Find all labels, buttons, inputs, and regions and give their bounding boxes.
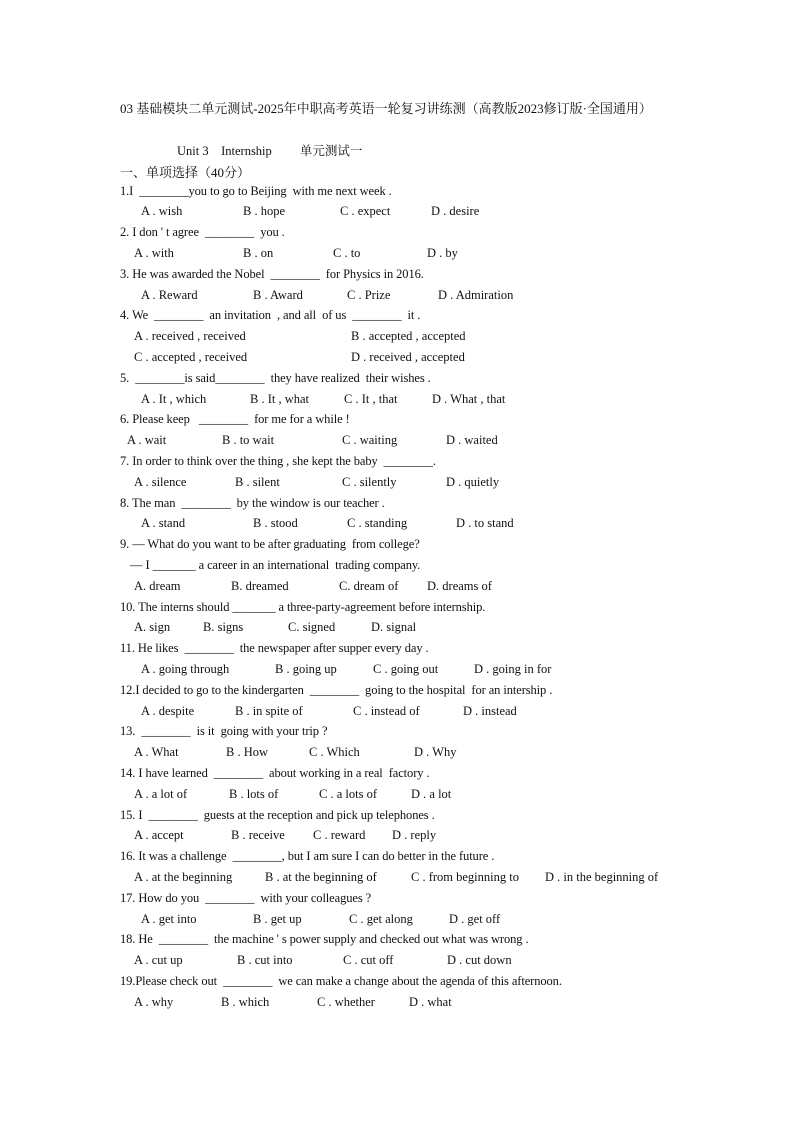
option-1b: B . hope	[243, 204, 286, 218]
option-16c: C . from beginning to	[411, 870, 519, 884]
question-7: 7. In order to think over the thing , she kept the baby ________.	[120, 454, 436, 468]
question-6: 6. Please keep ________ for me for a while !	[120, 412, 350, 426]
option-12b: B . in spite of	[235, 704, 303, 718]
option-10b: B. signs	[203, 620, 244, 634]
option-16d: D . in the beginning of	[545, 870, 659, 884]
question-9: 9. — What do you want to be after graduating from college?	[120, 537, 420, 551]
option-9a: A. dream	[134, 579, 181, 593]
option-13b: B . How	[226, 745, 269, 759]
question-2: 2. I don ' t agree ________ you .	[120, 225, 285, 239]
option-2a: A . with	[134, 246, 174, 260]
option-15a: A . accept	[134, 828, 184, 842]
question-13: 13. ________ is it going with your trip ?	[120, 724, 328, 738]
question-12: 12.I decided to go to the kindergarten ________ going to the hospital for an intership .	[120, 683, 553, 697]
question-11: 11. He likes ________ the newspaper after supper every day .	[120, 641, 429, 655]
option-18d: D . cut down	[447, 953, 512, 967]
option-8b: B . stood	[253, 516, 298, 530]
option-2c: C . to	[333, 246, 361, 260]
option-7d: D . quietly	[446, 475, 500, 489]
option-18c: C . cut off	[343, 953, 394, 967]
option-6c: C . waiting	[342, 433, 398, 447]
question-9-response: — I _______ a career in an international trading company.	[124, 558, 421, 572]
option-5b: B . It , what	[250, 392, 310, 406]
question-16: 16. It was a challenge ________, but I am sure I can do better in the future .	[120, 849, 495, 863]
option-6a: A . wait	[127, 433, 167, 447]
option-8d: D . to stand	[456, 516, 514, 530]
option-5d: D . What , that	[432, 392, 506, 406]
option-11d: D . going in for	[474, 662, 552, 676]
option-10c: C. signed	[288, 620, 336, 634]
option-8c: C . standing	[347, 516, 408, 530]
section-heading: 一、单项选择（40分）	[120, 165, 251, 180]
option-15c: C . reward	[313, 828, 366, 842]
option-5c: C . It , that	[344, 392, 398, 406]
option-4b: B . accepted , accepted	[351, 329, 466, 343]
option-15d: D . reply	[392, 828, 437, 842]
question-15: 15. I ________ guests at the reception and pick up telephones .	[120, 808, 435, 822]
option-19b: B . which	[221, 995, 270, 1009]
option-4d: D . received , accepted	[351, 350, 465, 364]
option-17a: A . get into	[141, 912, 197, 926]
option-1d: D . desire	[431, 204, 480, 218]
unit-heading: Unit 3 Internship 单元测试一	[177, 144, 363, 158]
option-9d: D. dreams of	[427, 579, 492, 593]
option-2b: B . on	[243, 246, 274, 260]
option-4c: C . accepted , received	[134, 350, 248, 364]
option-16a: A . at the beginning	[134, 870, 233, 884]
question-3: 3. He was awarded the Nobel ________ for Physics in 2016.	[120, 267, 424, 281]
option-2d: D . by	[427, 246, 458, 260]
document-title: 03 基础模块二单元测试-2025年中职高考英语一轮复习讲练测（高教版2023修订版·全国通用）	[120, 101, 652, 116]
option-14d: D . a lot	[411, 787, 452, 801]
question-5: 5. ________is said________ they have realized their wishes .	[120, 371, 431, 385]
option-6b: B . to wait	[222, 433, 275, 447]
option-7a: A . silence	[134, 475, 187, 489]
option-9c: C. dream of	[339, 579, 399, 593]
option-5a: A . It , which	[141, 392, 207, 406]
option-3d: D . Admiration	[438, 288, 514, 302]
question-19: 19.Please check out ________ we can make a change about the agenda of this afternoon.	[120, 974, 562, 988]
option-7b: B . silent	[235, 475, 280, 489]
option-16b: B . at the beginning of	[265, 870, 377, 884]
option-12a: A . despite	[141, 704, 195, 718]
option-3a: A . Reward	[141, 288, 198, 302]
question-4: 4. We ________ an invitation , and all of us ________ it .	[120, 308, 421, 322]
option-17c: C . get along	[349, 912, 413, 926]
option-11b: B . going up	[275, 662, 337, 676]
option-3c: C . Prize	[347, 288, 391, 302]
option-17d: D . get off	[449, 912, 501, 926]
option-12c: C . instead of	[353, 704, 420, 718]
option-4a: A . received , received	[134, 329, 246, 343]
option-9b: B. dreamed	[231, 579, 289, 593]
option-18b: B . cut into	[237, 953, 293, 967]
question-14: 14. I have learned ________ about working in a real factory .	[120, 766, 430, 780]
option-1a: A . wish	[141, 204, 183, 218]
option-13a: A . What	[134, 745, 179, 759]
option-10d: D. signal	[371, 620, 417, 634]
option-8a: A . stand	[141, 516, 186, 530]
question-17: 17. How do you ________ with your colleagues ?	[120, 891, 372, 905]
question-8: 8. The man ________ by the window is our teacher .	[120, 496, 385, 510]
option-18a: A . cut up	[134, 953, 183, 967]
option-13c: C . Which	[309, 745, 360, 759]
option-10a: A. sign	[134, 620, 171, 634]
option-17b: B . get up	[253, 912, 302, 926]
option-19c: C . whether	[317, 995, 375, 1009]
question-10: 10. The interns should _______ a three-party-agreement before internship.	[120, 600, 486, 614]
option-12d: D . instead	[463, 704, 517, 718]
option-19a: A . why	[134, 995, 174, 1009]
question-18: 18. He ________ the machine ' s power supply and checked out what was wrong .	[120, 932, 529, 946]
question-1: 1.I ________you to go to Beijing with me next week .	[120, 184, 392, 198]
option-6d: D . waited	[446, 433, 498, 447]
option-14b: B . lots of	[229, 787, 279, 801]
option-13d: D . Why	[414, 745, 457, 759]
option-1c: C . expect	[340, 204, 391, 218]
option-19d: D . what	[409, 995, 452, 1009]
option-15b: B . receive	[231, 828, 285, 842]
option-14c: C . a lots of	[319, 787, 377, 801]
option-14a: A . a lot of	[134, 787, 188, 801]
option-3b: B . Award	[253, 288, 303, 302]
option-11c: C . going out	[373, 662, 439, 676]
option-7c: C . silently	[342, 475, 397, 489]
option-11a: A . going through	[141, 662, 230, 676]
